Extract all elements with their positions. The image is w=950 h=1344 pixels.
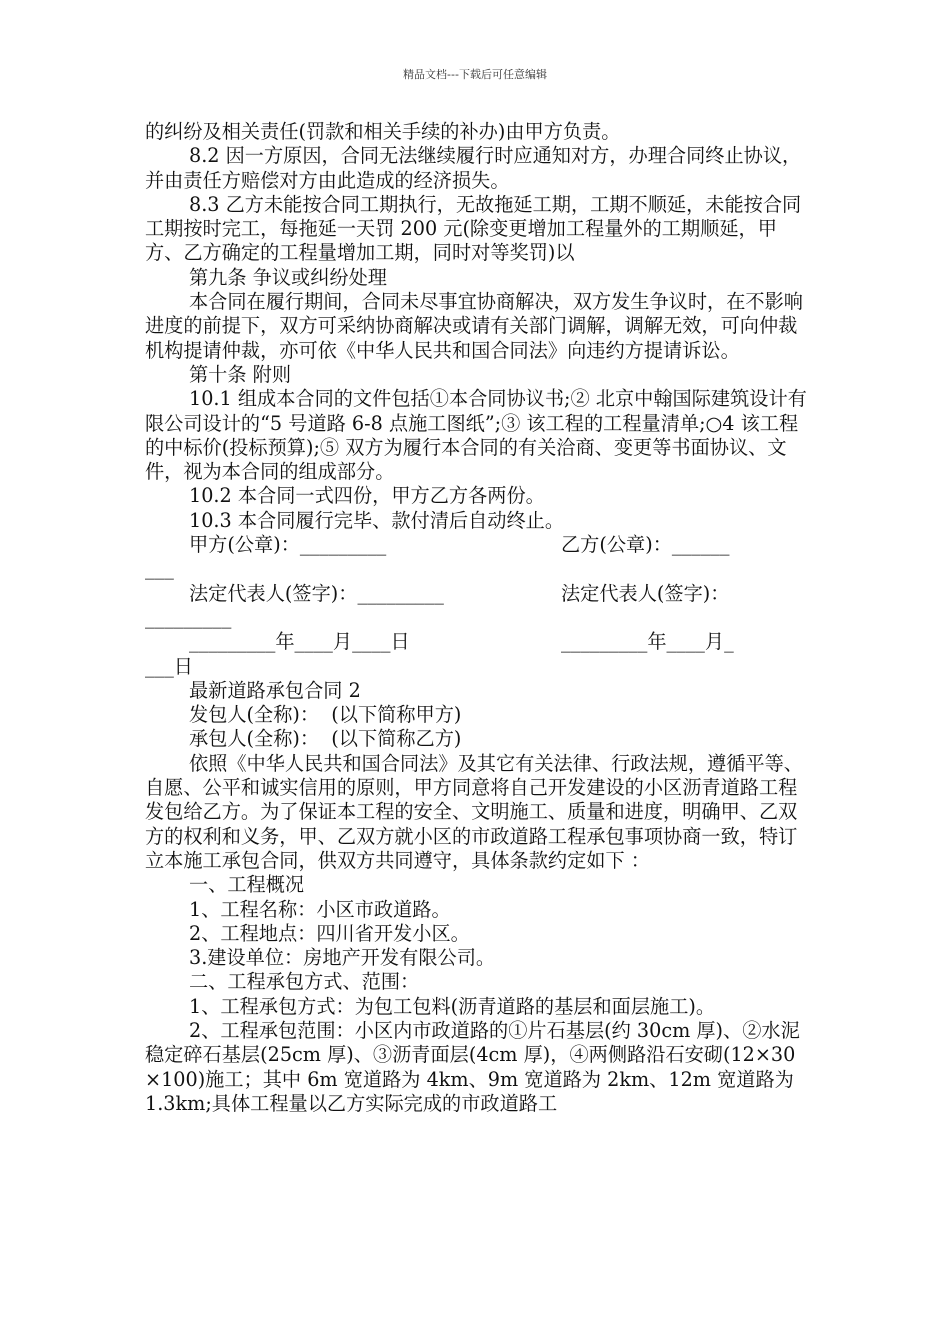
party-b-representative-continued: _________	[145, 605, 232, 629]
paragraph: 8.3 乙方未能按合同工期执行，无故拖延工期，工期不顺延，未能按合同工期按时完工，每拖延一天罚 200 元(除变更增加工程量外的工期顺延，甲方、乙方确定的工程量增加工期，同时对等奖罚)以	[145, 192, 802, 265]
paragraph: 的纠纷及相关责任(罚款和相关手续的补办)由甲方负责。	[145, 120, 621, 143]
paragraph: 第十条 附则	[189, 362, 292, 386]
paragraph: 依照《中华人民共和国合同法》及其它有关法律、行政法规，遵循平等、自愿、公平和诚实信用的原则，甲方同意将自己开发建设的小区沥青道路工程发包给乙方。为了保证本工程的安全、文明施工、质量和进度，明确甲、乙双方的权利和义务，甲、乙双方就小区的市政道路工程承包事项协商一致，特订立本施工承包合同，供双方共同遵守，具体条款约定如下 ：	[145, 751, 803, 872]
seal-row	[145, 533, 810, 557]
paragraph: 1、工程承包方式：为包工包料(沥青道路的基层和面层施工)。	[189, 994, 716, 1018]
page-header-note: 精品文档---下载后可任意编辑	[403, 68, 547, 81]
paragraph: 10.3 本合同履行完毕、款付清后自动终止。	[189, 508, 565, 532]
party-b-date: _________年____月_	[561, 630, 734, 654]
party-a-date: _________年____月____日	[189, 630, 410, 654]
paragraph: 本合同在履行期间，合同未尽事宜协商解决，双方发生争议时，在不影响进度的前提下，双方可采纳协商解决或请有关部门调解，调解无效，可向仲裁机构提请仲裁，亦可依《中华人民共和国合同法》向违约方提请诉讼。	[145, 290, 803, 362]
paragraph: 2、工程承包范围：小区内市政道路的①片石基层(约 30cm 厚)、②水泥稳定碎石基层(25cm 厚)、③沥青面层(4cm 厚)，④两侧路沿石安砌(12×30×100)施工；其中 6m 宽道路为 4km、9m 宽道路为 2km、12m 宽道路为 1.3km;具体工程量以乙方实际完成的市政道路工	[145, 1018, 800, 1115]
party-b-seal: 乙方(公章)：______	[561, 533, 730, 557]
party-b-date-continued: ___日	[145, 654, 193, 678]
paragraph: 一、工程概况	[189, 873, 305, 897]
date-row	[145, 630, 810, 654]
party-b-seal-continued: ___	[145, 557, 174, 581]
paragraph: 10.1 组成本合同的文件包括①本合同协议书;② 北京中翰国际建筑设计有限公司设计的“5 号道路 6-8 点施工图纸”;③ 该工程的工程量清单;○4 该工程的中标价(投标预算);⑤ 双方为履行本合同的有关洽商、变更等书面协议、文件，视为本合同的组成部分。	[145, 387, 807, 484]
party-a-seal: 甲方(公章)：_________	[189, 533, 387, 557]
paragraph: 1、工程名称：小区市政道路。	[189, 897, 451, 921]
top-paragraphs	[145, 120, 810, 533]
bottom-paragraphs	[145, 679, 810, 1116]
paragraph: 最新道路承包合同 2	[189, 678, 361, 702]
paragraph: 10.2 本合同一式四份，甲方乙方各两份。	[189, 484, 545, 508]
paragraph: 承包人(全称)： (以下简称乙方)	[189, 727, 462, 751]
party-b-representative: 法定代表人(签字)：	[561, 581, 730, 605]
paragraph: 二、工程承包方式、范围：	[189, 970, 420, 994]
representative-row	[145, 582, 810, 606]
document-body	[145, 120, 810, 1116]
paragraph: 2、工程地点：四川省开发小区。	[189, 921, 470, 945]
paragraph: 8.2 因一方原因，合同无法继续履行时应通知对方，办理合同终止协议，并由责任方赔偿对方由此造成的经济损失。	[145, 144, 802, 192]
paragraph: 发包人(全称)： (以下简称甲方)	[189, 703, 462, 727]
party-a-representative: 法定代表人(签字)：_________	[189, 581, 444, 605]
paragraph: 第九条 争议或纠纷处理	[189, 265, 387, 289]
paragraph: 3.建设单位：房地产开发有限公司。	[189, 946, 496, 970]
